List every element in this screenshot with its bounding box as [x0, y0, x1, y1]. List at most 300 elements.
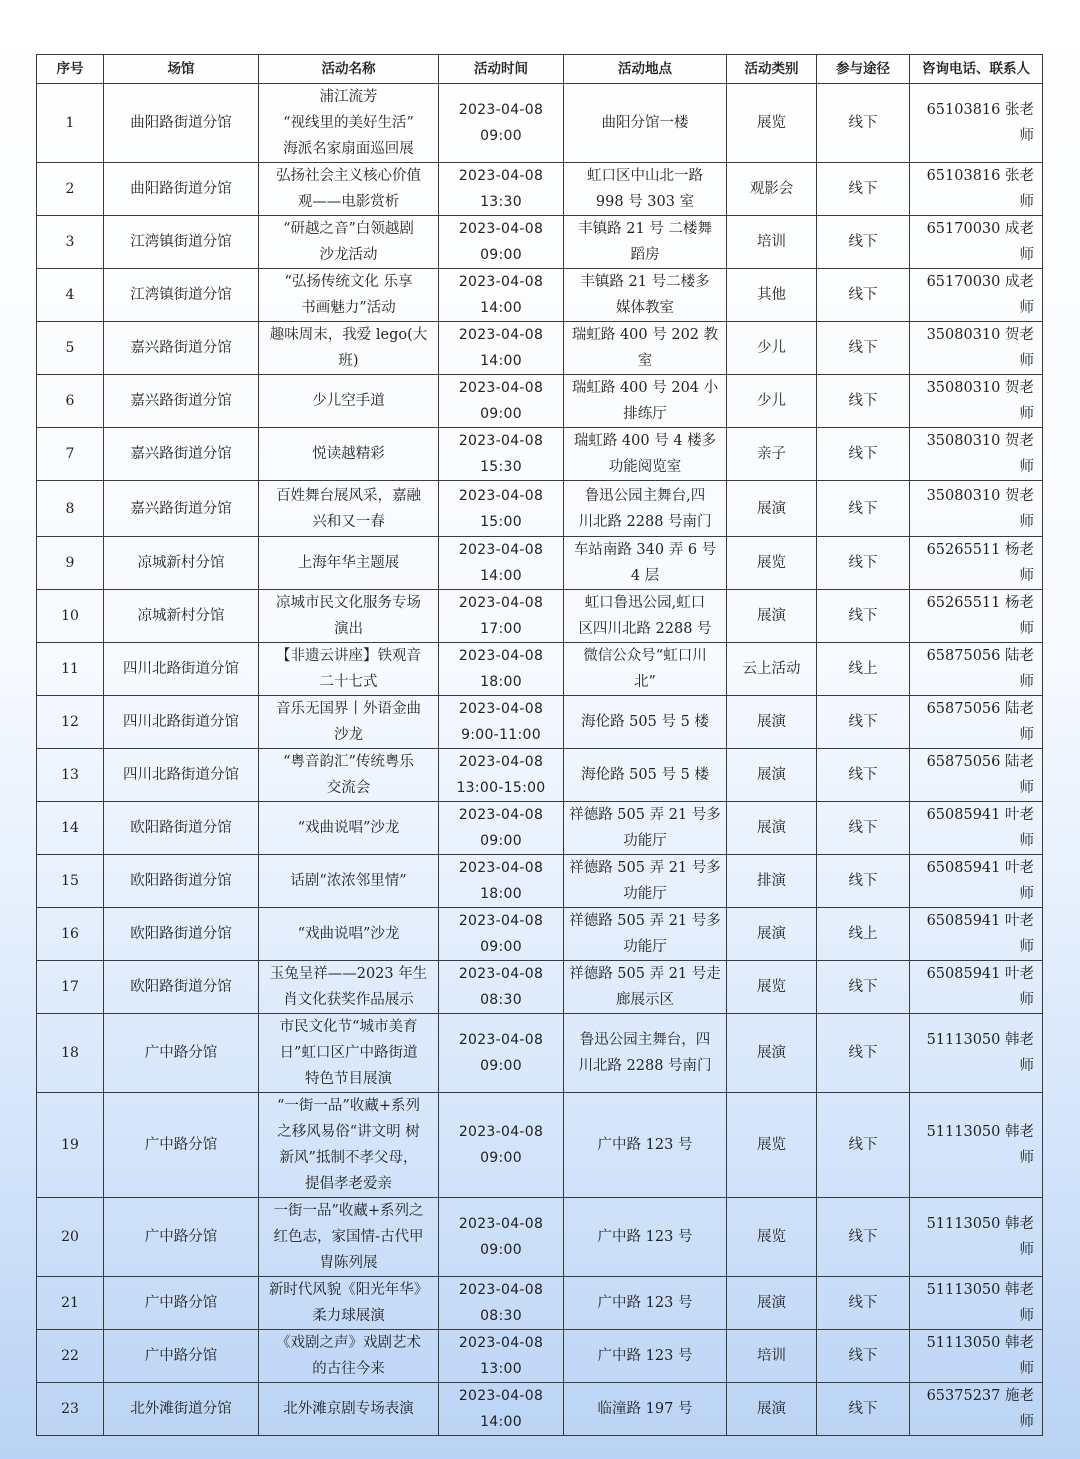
location-cell-line: 丰镇路 21 号 二楼舞 — [578, 221, 712, 237]
row-number: 20 — [37, 1198, 104, 1277]
activity-name-cell — [259, 269, 439, 322]
location-cell-line: 祥德路 505 弄 21 号走 — [569, 966, 721, 982]
contact-cell: 51113050 韩老师 — [910, 1330, 1043, 1383]
activity-time-cell-line: 09:00 — [480, 247, 522, 263]
row-number: 14 — [37, 802, 104, 855]
activity-time-cell-line: 9:00-11:00 — [461, 727, 541, 743]
activity-name-cell — [259, 375, 439, 428]
activity-time-cell-line: 15:30 — [480, 459, 522, 475]
activity-time-cell-line: 2023-04-08 — [458, 1124, 544, 1140]
contact-cell: 35080310 贺老师 — [910, 481, 1043, 537]
activity-name-cell — [259, 643, 439, 696]
activity-time-cell — [439, 1093, 564, 1198]
activity-name-cell-line: 观——电影赏析 — [297, 194, 400, 210]
activity-name-cell — [259, 84, 439, 163]
contact-cell: 65875056 陆老师 — [910, 696, 1043, 749]
channel-cell: 线下 — [817, 1093, 910, 1198]
location-cell — [564, 643, 727, 696]
activity-name-cell-line: 兴和又一春 — [312, 513, 385, 530]
venue-cell: 广中路分馆 — [104, 1014, 259, 1093]
category-cell: 少儿 — [727, 322, 817, 375]
location-cell-line: 区四川北路 2288 号 — [578, 621, 712, 637]
row-number: 13 — [37, 749, 104, 802]
activity-time-cell — [439, 749, 564, 802]
table-row — [37, 590, 1043, 643]
location-cell-line: 祥德路 505 弄 21 号多 — [569, 913, 721, 929]
activity-name-cell-line: 音乐无国界丨外语金曲 — [276, 701, 421, 717]
category-cell: 展演 — [727, 1277, 817, 1330]
activity-name-cell-line: “一街一品”收藏+系列 — [277, 1098, 420, 1114]
channel-cell: 线下 — [817, 84, 910, 163]
row-number: 4 — [37, 269, 104, 322]
venue-cell: 嘉兴路街道分馆 — [104, 375, 259, 428]
location-cell — [564, 216, 727, 269]
activity-name-cell-line: “弘扬传统文化 乐享 — [284, 274, 413, 290]
activity-time-cell-line: 18:00 — [480, 886, 522, 902]
table-header-row — [37, 55, 1043, 84]
channel-cell: 线下 — [817, 1277, 910, 1330]
location-cell-line: 海伦路 505 号 5 楼 — [581, 714, 709, 730]
activity-name-cell-line: 演出 — [334, 621, 363, 637]
activity-name-cell-line: 红色志，家国情-古代甲 — [273, 1229, 424, 1245]
activity-time-cell — [439, 322, 564, 375]
activity-name-cell-line: “戏曲说唱”沙龙 — [297, 820, 400, 836]
row-number: 19 — [37, 1093, 104, 1198]
location-cell — [564, 855, 727, 908]
row-number: 5 — [37, 322, 104, 375]
location-cell — [564, 84, 727, 163]
activity-time-cell — [439, 163, 564, 216]
activity-name-cell — [259, 1277, 439, 1330]
activity-name-cell-line: 书画魅力”活动 — [301, 300, 396, 316]
activity-time-cell-line: 2023-04-08 — [458, 1282, 544, 1298]
category-cell: 展览 — [727, 84, 817, 163]
activity-time-cell — [439, 696, 564, 749]
activity-time-cell-line: 2023-04-08 — [458, 1216, 544, 1232]
activity-time-cell — [439, 537, 564, 590]
venue-cell: 广中路分馆 — [104, 1277, 259, 1330]
activity-time-cell — [439, 1014, 564, 1093]
row-number: 2 — [37, 163, 104, 216]
activity-time-cell-line: 2023-04-08 — [458, 913, 544, 929]
channel-cell: 线下 — [817, 269, 910, 322]
activity-name-cell-line: “视线里的美好生活” — [283, 115, 414, 131]
activity-name-cell-line: 的古往今来 — [312, 1361, 385, 1377]
activity-time-cell-line: 17:00 — [480, 621, 522, 637]
contact-cell: 65103816 张老师 — [910, 163, 1043, 216]
activity-name-cell-line: 新风”抵制不孝父母， — [279, 1150, 418, 1166]
table-row — [37, 908, 1043, 961]
category-cell: 展览 — [727, 961, 817, 1014]
activity-name-cell-line: “研越之音”白领越剧 — [283, 221, 414, 237]
activity-name-cell — [259, 1093, 439, 1198]
channel-cell: 线下 — [817, 1330, 910, 1383]
activity-time-cell — [439, 1383, 564, 1436]
location-cell-line: 排练厅 — [623, 406, 667, 422]
activity-time-cell — [439, 802, 564, 855]
header-cell-location: 活动地点 — [564, 55, 727, 84]
location-cell-line: 广中路 123 号 — [597, 1295, 693, 1311]
table-row — [37, 802, 1043, 855]
activity-time-cell-line: 09:00 — [480, 1058, 522, 1074]
row-number: 9 — [37, 537, 104, 590]
activity-name-cell-line: “粤音韵汇”传统粤乐 — [283, 754, 414, 770]
channel-cell: 线上 — [817, 643, 910, 696]
location-cell-line: 祥德路 505 弄 21 号多 — [569, 860, 721, 876]
activity-name-cell-line: 玉兔呈祥——2023 年生 — [269, 966, 428, 982]
table-row — [37, 1330, 1043, 1383]
venue-cell: 四川北路街道分馆 — [104, 696, 259, 749]
activity-time-cell-line: 2023-04-08 — [458, 221, 544, 237]
header-cell-no: 序号 — [37, 55, 104, 84]
venue-cell: 广中路分馆 — [104, 1330, 259, 1383]
contact-cell: 51113050 韩老师 — [910, 1198, 1043, 1277]
channel-cell: 线下 — [817, 322, 910, 375]
venue-cell: 江湾镇街道分馆 — [104, 216, 259, 269]
location-cell — [564, 1093, 727, 1198]
activity-time-cell-line: 13:00 — [480, 1361, 522, 1377]
channel-cell: 线下 — [817, 1383, 910, 1436]
location-cell-line: 瑞虹路 400 号 202 教 — [571, 327, 719, 343]
activity-name-cell — [259, 961, 439, 1014]
activity-time-cell-line: 13:00-15:00 — [456, 780, 546, 796]
activity-name-cell-line: 之移风易俗“讲文明 树 — [277, 1124, 420, 1140]
location-cell-line: 蹈房 — [630, 247, 660, 263]
row-number: 17 — [37, 961, 104, 1014]
category-cell: 展览 — [727, 1198, 817, 1277]
location-cell — [564, 1198, 727, 1277]
row-number: 12 — [37, 696, 104, 749]
schedule-sheet — [36, 54, 1042, 1436]
activity-name-cell-line: 提倡孝老爱亲 — [305, 1176, 392, 1192]
category-cell: 亲子 — [727, 428, 817, 481]
activity-name-cell-line: 《戏剧之声》戏剧艺术 — [276, 1335, 421, 1351]
activity-name-cell-line: 百姓舞台展风采，嘉融 — [276, 487, 421, 504]
activity-time-cell — [439, 428, 564, 481]
table-row — [37, 1014, 1043, 1093]
contact-cell: 35080310 贺老师 — [910, 428, 1043, 481]
category-cell: 展览 — [727, 1093, 817, 1198]
category-cell: 展演 — [727, 696, 817, 749]
location-cell — [564, 802, 727, 855]
channel-cell: 线下 — [817, 749, 910, 802]
activity-time-cell-line: 2023-04-08 — [458, 1032, 544, 1048]
activity-name-cell-line: 【非遗云讲座】铁观音 — [276, 648, 421, 664]
location-cell-line: 室 — [637, 353, 653, 369]
contact-cell: 65085941 叶老师 — [910, 855, 1043, 908]
row-number: 6 — [37, 375, 104, 428]
table-row — [37, 1093, 1043, 1198]
row-number: 8 — [37, 481, 104, 537]
activity-time-cell-line: 14:00 — [480, 353, 522, 369]
activity-name-cell — [259, 322, 439, 375]
category-cell: 培训 — [727, 216, 817, 269]
channel-cell: 线下 — [817, 481, 910, 537]
venue-cell: 江湾镇街道分馆 — [104, 269, 259, 322]
channel-cell: 线下 — [817, 537, 910, 590]
table-row — [37, 163, 1043, 216]
activity-time-cell-line: 2023-04-08 — [458, 1388, 544, 1404]
activity-time-cell — [439, 269, 564, 322]
activity-time-cell-line: 2023-04-08 — [458, 168, 544, 184]
activity-name-cell-line: 话剧“浓浓邻里情” — [290, 873, 407, 889]
location-cell — [564, 428, 727, 481]
activity-time-cell-line: 09:00 — [480, 406, 522, 422]
location-cell-line: 虹口区中山北一路 — [587, 168, 703, 184]
table-row — [37, 643, 1043, 696]
activity-time-cell-line: 08:30 — [480, 992, 522, 1008]
category-cell: 观影会 — [727, 163, 817, 216]
table-row — [37, 322, 1043, 375]
location-cell-line: 998 号 303 室 — [595, 194, 695, 210]
contact-cell: 65085941 叶老师 — [910, 802, 1043, 855]
activity-time-cell-line: 2023-04-08 — [458, 542, 544, 558]
activity-time-cell — [439, 84, 564, 163]
category-cell: 展演 — [727, 749, 817, 802]
location-cell-line: 川北路 2288 号南门 — [578, 1058, 712, 1074]
table-row — [37, 855, 1043, 908]
activity-time-cell — [439, 375, 564, 428]
activity-time-cell-line: 2023-04-08 — [458, 701, 544, 717]
channel-cell: 线下 — [817, 216, 910, 269]
activity-table — [36, 54, 1043, 1436]
contact-cell: 51113050 韩老师 — [910, 1014, 1043, 1093]
activity-name-cell-line: 悦读越精彩 — [312, 446, 385, 462]
activity-time-cell-line: 09:00 — [480, 939, 522, 955]
activity-name-cell-line: 趣味周末，我爱 lego(大 — [269, 327, 428, 343]
row-number: 3 — [37, 216, 104, 269]
location-cell-line: 媒体教室 — [616, 300, 674, 316]
venue-cell: 凉城新村分馆 — [104, 537, 259, 590]
row-number: 15 — [37, 855, 104, 908]
channel-cell: 线下 — [817, 428, 910, 481]
channel-cell: 线下 — [817, 855, 910, 908]
venue-cell: 嘉兴路街道分馆 — [104, 322, 259, 375]
location-cell — [564, 1383, 727, 1436]
activity-time-cell — [439, 481, 564, 537]
venue-cell: 北外滩街道分馆 — [104, 1383, 259, 1436]
table-row — [37, 84, 1043, 163]
location-cell — [564, 908, 727, 961]
table-row — [37, 696, 1043, 749]
activity-time-cell-line: 2023-04-08 — [458, 327, 544, 343]
location-cell-line: 丰镇路 21 号二楼多 — [580, 274, 710, 290]
activity-time-cell — [439, 590, 564, 643]
contact-cell: 35080310 贺老师 — [910, 322, 1043, 375]
activity-name-cell-line: 交流会 — [326, 780, 371, 796]
venue-cell: 欧阳路街道分馆 — [104, 855, 259, 908]
activity-name-cell-line: 班) — [338, 353, 359, 369]
location-cell-line: 鲁迅公园主舞台,四 — [584, 487, 706, 504]
channel-cell: 线下 — [817, 1014, 910, 1093]
activity-name-cell-line: 日”虹口区广中路街道 — [279, 1045, 418, 1061]
activity-name-cell-line: 柔力球展演 — [312, 1308, 385, 1324]
location-cell-line: 广中路 123 号 — [597, 1348, 693, 1364]
category-cell: 展演 — [727, 908, 817, 961]
contact-cell: 65265511 杨老师 — [910, 537, 1043, 590]
venue-cell: 四川北路街道分馆 — [104, 749, 259, 802]
activity-time-cell-line: 2023-04-08 — [458, 966, 544, 982]
activity-name-cell-line: 沙龙活动 — [319, 247, 378, 263]
location-cell-line: 祥德路 505 弄 21 号多 — [569, 807, 721, 823]
contact-cell: 65085941 叶老师 — [910, 961, 1043, 1014]
activity-time-cell-line: 14:00 — [480, 1414, 522, 1430]
activity-time-cell-line: 08:30 — [480, 1308, 522, 1324]
activity-name-cell-line: 海派名家扇面巡回展 — [283, 141, 414, 157]
header-cell-contact: 咨询电话、联系人 — [910, 55, 1043, 84]
table-row — [37, 1198, 1043, 1277]
venue-cell: 欧阳路街道分馆 — [104, 908, 259, 961]
location-cell — [564, 590, 727, 643]
category-cell: 展演 — [727, 481, 817, 537]
activity-time-cell-line: 14:00 — [480, 300, 522, 316]
table-row — [37, 749, 1043, 802]
activity-time-cell-line: 2023-04-08 — [458, 274, 544, 290]
activity-name-cell — [259, 749, 439, 802]
activity-time-cell-line: 2023-04-08 — [458, 754, 544, 770]
row-number: 16 — [37, 908, 104, 961]
venue-cell: 曲阳路街道分馆 — [104, 163, 259, 216]
activity-name-cell — [259, 216, 439, 269]
location-cell-line: 海伦路 505 号 5 楼 — [581, 767, 709, 783]
location-cell-line: 车站南路 340 弄 6 号 — [573, 542, 717, 558]
row-number: 22 — [37, 1330, 104, 1383]
venue-cell: 嘉兴路街道分馆 — [104, 481, 259, 537]
activity-time-cell-line: 2023-04-08 — [458, 380, 544, 396]
activity-name-cell — [259, 590, 439, 643]
activity-name-cell — [259, 428, 439, 481]
channel-cell: 线下 — [817, 696, 910, 749]
location-cell-line: 广中路 123 号 — [597, 1229, 693, 1245]
activity-time-cell-line: 2023-04-08 — [458, 102, 544, 118]
location-cell-line: 功能厅 — [623, 939, 667, 955]
table-row — [37, 428, 1043, 481]
activity-name-cell-line: 沙龙 — [334, 727, 363, 743]
location-cell — [564, 375, 727, 428]
activity-name-cell-line: 少儿空手道 — [312, 393, 385, 409]
header-cell-category: 活动类别 — [727, 55, 817, 84]
channel-cell: 线下 — [817, 961, 910, 1014]
location-cell — [564, 1014, 727, 1093]
activity-time-cell-line: 13:30 — [480, 194, 522, 210]
location-cell — [564, 322, 727, 375]
activity-time-cell — [439, 855, 564, 908]
activity-time-cell-line: 09:00 — [480, 1242, 522, 1258]
contact-cell: 65170030 成老师 — [910, 269, 1043, 322]
activity-name-cell-line: 新时代风貌《阳光年华》 — [268, 1282, 429, 1298]
activity-name-cell-line: 浦江流芳 — [319, 89, 378, 105]
activity-time-cell-line: 15:00 — [480, 513, 522, 530]
location-cell-line: 廊展示区 — [616, 992, 674, 1008]
channel-cell: 线下 — [817, 163, 910, 216]
activity-name-cell — [259, 696, 439, 749]
activity-name-cell — [259, 1383, 439, 1436]
location-cell — [564, 537, 727, 590]
contact-cell: 65375237 施老师 — [910, 1383, 1043, 1436]
activity-time-cell — [439, 908, 564, 961]
location-cell-line: 川北路 2288 号南门 — [578, 513, 712, 530]
activity-name-cell — [259, 1330, 439, 1383]
row-number: 23 — [37, 1383, 104, 1436]
category-cell: 展览 — [727, 537, 817, 590]
activity-time-cell-line: 09:00 — [480, 1150, 522, 1166]
activity-name-cell-line: 二十七式 — [319, 674, 378, 690]
activity-name-cell-line: 一街一品”收藏+系列之 — [273, 1203, 424, 1219]
activity-time-cell-line: 2023-04-08 — [458, 487, 544, 504]
location-cell — [564, 269, 727, 322]
header-cell-channel: 参与途径 — [817, 55, 910, 84]
activity-time-cell-line: 2023-04-08 — [458, 648, 544, 664]
location-cell — [564, 961, 727, 1014]
activity-name-cell-line: 市民文化节“城市美育 — [279, 1019, 418, 1035]
category-cell: 展演 — [727, 590, 817, 643]
header-cell-name: 活动名称 — [259, 55, 439, 84]
activity-time-cell-line: 2023-04-08 — [458, 860, 544, 876]
table-row — [37, 481, 1043, 537]
activity-time-cell — [439, 216, 564, 269]
header-cell-venue: 场馆 — [104, 55, 259, 84]
activity-name-cell — [259, 1198, 439, 1277]
channel-cell: 线下 — [817, 375, 910, 428]
category-cell: 展演 — [727, 1014, 817, 1093]
table-row — [37, 961, 1043, 1014]
table-row — [37, 269, 1043, 322]
channel-cell: 线下 — [817, 590, 910, 643]
location-cell — [564, 749, 727, 802]
activity-time-cell — [439, 1330, 564, 1383]
activity-name-cell — [259, 481, 439, 537]
activity-name-cell — [259, 163, 439, 216]
location-cell-line: 功能阅览室 — [608, 459, 682, 475]
venue-cell: 嘉兴路街道分馆 — [104, 428, 259, 481]
activity-time-cell-line: 2023-04-08 — [458, 807, 544, 823]
row-number: 7 — [37, 428, 104, 481]
location-cell-line: 曲阳分馆一楼 — [601, 115, 689, 131]
venue-cell: 曲阳路街道分馆 — [104, 84, 259, 163]
venue-cell: 欧阳路街道分馆 — [104, 802, 259, 855]
activity-name-cell — [259, 1014, 439, 1093]
row-number: 1 — [37, 84, 104, 163]
activity-time-cell-line: 18:00 — [480, 674, 522, 690]
activity-name-cell-line: 特色节目展演 — [305, 1071, 392, 1087]
activity-time-cell — [439, 643, 564, 696]
location-cell-line: 瑞虹路 400 号 204 小 — [571, 380, 719, 396]
header-cell-time: 活动时间 — [439, 55, 564, 84]
row-number: 10 — [37, 590, 104, 643]
location-cell — [564, 1330, 727, 1383]
location-cell-line: 功能厅 — [623, 833, 667, 849]
table-row — [37, 537, 1043, 590]
channel-cell: 线下 — [817, 802, 910, 855]
table-row — [37, 216, 1043, 269]
location-cell-line: 北” — [634, 674, 656, 690]
category-cell: 少儿 — [727, 375, 817, 428]
row-number: 18 — [37, 1014, 104, 1093]
category-cell: 展演 — [727, 802, 817, 855]
activity-name-cell-line: 上海年华主题展 — [297, 555, 400, 571]
location-cell-line: 虹口鲁迅公园,虹口 — [584, 595, 706, 611]
category-cell: 云上活动 — [727, 643, 817, 696]
contact-cell: 65875056 陆老师 — [910, 643, 1043, 696]
channel-cell: 线下 — [817, 1198, 910, 1277]
location-cell-line: 鲁迅公园主舞台，四 — [579, 1032, 711, 1048]
contact-cell: 51113050 韩老师 — [910, 1277, 1043, 1330]
location-cell-line: 功能厅 — [623, 886, 667, 902]
activity-time-cell — [439, 961, 564, 1014]
contact-cell: 65875056 陆老师 — [910, 749, 1043, 802]
activity-time-cell-line: 09:00 — [480, 833, 522, 849]
location-cell-line: 广中路 123 号 — [597, 1137, 693, 1153]
